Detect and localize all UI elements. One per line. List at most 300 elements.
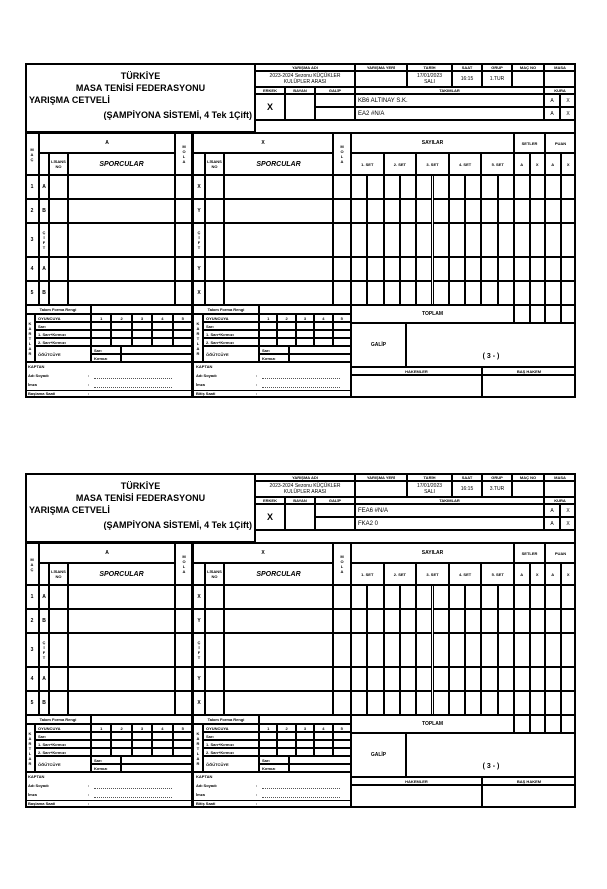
card-field-x[interactable] [333,740,351,748]
set-5-score-a[interactable] [481,585,497,609]
takim-forma-rengi-field-x[interactable] [259,715,351,724]
card-field-x[interactable] [277,338,295,346]
set-4-score-a[interactable] [449,633,465,667]
set-5-score-x[interactable] [498,609,514,633]
mola-x-field[interactable] [333,585,351,609]
lisans-no-a-field[interactable] [49,609,68,633]
set-5-score-x[interactable] [498,667,514,691]
tarih-value[interactable] [407,481,452,497]
grup-value[interactable]: 1.TUR [482,71,512,87]
card-field-x[interactable] [333,748,351,756]
set-1-score-x[interactable] [367,223,383,257]
toplam-field[interactable] [514,715,530,733]
team-1-field[interactable]: KB6 ALTINAY S.K. [355,94,544,107]
yarisma-adi-value[interactable]: 2023-2024 Sezonu KÜÇÜKLER KULÜPLER ARASI [255,71,355,87]
lisans-no-x-field[interactable] [205,667,224,691]
sporcu-a-field[interactable] [68,223,175,257]
card-field-x[interactable] [296,330,314,338]
sporcu-x-field[interactable] [224,175,333,199]
yarisma-yeri-value[interactable] [355,71,407,87]
setler-x-field[interactable] [530,281,546,305]
setler-a-field[interactable] [514,633,530,667]
set-1-score-a[interactable] [351,691,367,715]
set-5-score-x[interactable] [498,257,514,281]
card-field-x[interactable] [314,330,332,338]
lisans-no-a-field[interactable] [49,223,68,257]
puan-x-field[interactable] [561,175,577,199]
set-4-score-x[interactable] [465,609,481,633]
set-2-score-a[interactable] [384,691,400,715]
card-field-a[interactable] [173,338,193,346]
set-5-score-a[interactable] [481,257,497,281]
team-2-field[interactable]: EA2 #N/A [355,107,544,120]
set-1-score-x[interactable] [367,667,383,691]
set-2-score-a[interactable] [384,223,400,257]
mola-x-field[interactable] [333,223,351,257]
set-4-score-a[interactable] [449,199,465,223]
card-field-a[interactable] [132,338,152,346]
card-field-x[interactable] [259,732,277,740]
erkek-checkbox[interactable]: X [255,94,285,120]
setler-a-field[interactable] [514,691,530,715]
galip-box-2[interactable] [315,107,355,120]
card-field-a[interactable] [173,740,193,748]
set-1-score-a[interactable] [351,633,367,667]
set-4-score-x[interactable] [465,667,481,691]
lisans-no-a-field[interactable] [49,667,68,691]
set-2-score-a[interactable] [384,633,400,667]
lisans-no-x-field[interactable] [205,633,224,667]
hakemler-field[interactable] [351,785,482,808]
card-field-x[interactable] [333,732,351,740]
set-4-score-x[interactable] [465,223,481,257]
set-1-score-a[interactable] [351,257,367,281]
toplam-field[interactable] [530,715,546,733]
set-2-score-a[interactable] [384,175,400,199]
ogutcuye-sari-field-x[interactable] [289,346,351,354]
yarisma-adi-value[interactable]: 2023-2024 Sezonu KÜÇÜKLER KULÜPLER ARASI [255,481,355,497]
card-field-x[interactable] [259,748,277,756]
puan-x-field[interactable] [561,633,577,667]
set-4-score-x[interactable] [465,175,481,199]
lisans-no-x-field[interactable] [205,691,224,715]
setler-a-field[interactable] [514,609,530,633]
sporcu-x-field[interactable] [224,281,333,305]
sporcu-x-field[interactable] [224,199,333,223]
takim-forma-rengi-field-a[interactable] [91,715,193,724]
card-field-x[interactable] [333,338,351,346]
set-2-score-x[interactable] [400,281,416,305]
galip-box-1[interactable] [315,504,355,517]
set-1-score-x[interactable] [367,281,383,305]
lisans-no-a-field[interactable] [49,633,68,667]
set-4-score-x[interactable] [465,691,481,715]
card-field-x[interactable] [259,338,277,346]
toplam-field[interactable] [514,305,530,323]
signature-line[interactable] [94,788,172,789]
mac-no-value[interactable] [512,71,544,87]
saat-value[interactable]: 16:15 [452,71,482,87]
signature-line[interactable] [262,378,340,379]
set-1-score-a[interactable] [351,223,367,257]
card-field-x[interactable] [277,732,295,740]
set-3-score-a[interactable] [416,199,432,223]
set-5-score-x[interactable] [498,175,514,199]
puan-a-field[interactable] [545,199,561,223]
puan-a-field[interactable] [545,175,561,199]
card-field-a[interactable] [91,322,111,330]
puan-a-field[interactable] [545,257,561,281]
galip-score-field[interactable]: ( 3 - ) [406,323,576,367]
erkek-checkbox[interactable]: X [255,504,285,530]
sporcu-x-field[interactable] [224,585,333,609]
galip-score-field[interactable]: ( 3 - ) [406,733,576,777]
galip-box-2[interactable] [315,517,355,530]
card-field-x[interactable] [296,732,314,740]
kura-a-1[interactable]: A [544,94,560,107]
setler-a-field[interactable] [514,175,530,199]
setler-x-field[interactable] [530,175,546,199]
setler-x-field[interactable] [530,223,546,257]
tarih-value[interactable] [407,71,452,87]
set-4-score-a[interactable] [449,281,465,305]
set-4-score-x[interactable] [465,199,481,223]
set-3-score-x[interactable] [433,199,449,223]
card-field-a[interactable] [111,732,131,740]
set-2-score-x[interactable] [400,223,416,257]
set-5-score-x[interactable] [498,691,514,715]
puan-a-field[interactable] [545,609,561,633]
card-field-x[interactable] [259,322,277,330]
set-1-score-a[interactable] [351,667,367,691]
puan-x-field[interactable] [561,199,577,223]
card-field-a[interactable] [91,740,111,748]
set-5-score-x[interactable] [498,223,514,257]
kura-x-1[interactable]: X [560,504,576,517]
set-3-score-x[interactable] [433,281,449,305]
puan-a-field[interactable] [545,633,561,667]
set-4-score-a[interactable] [449,667,465,691]
sporcu-x-field[interactable] [224,257,333,281]
card-field-x[interactable] [277,330,295,338]
set-5-score-a[interactable] [481,691,497,715]
grup-value[interactable]: 3.TUR [482,481,512,497]
card-field-a[interactable] [111,322,131,330]
set-2-score-x[interactable] [400,585,416,609]
set-1-score-a[interactable] [351,585,367,609]
sporcu-x-field[interactable] [224,667,333,691]
set-2-score-x[interactable] [400,199,416,223]
setler-a-field[interactable] [514,281,530,305]
set-2-score-x[interactable] [400,175,416,199]
mac-no-value[interactable] [512,481,544,497]
set-5-score-a[interactable] [481,609,497,633]
signature-line[interactable] [262,387,340,388]
set-1-score-a[interactable] [351,281,367,305]
sporcu-x-field[interactable] [224,609,333,633]
mola-x-field[interactable] [333,199,351,223]
set-4-score-a[interactable] [449,175,465,199]
setler-a-field[interactable] [514,257,530,281]
sporcu-a-field[interactable] [68,175,175,199]
set-1-score-x[interactable] [367,175,383,199]
hakemler-field[interactable] [351,375,482,398]
lisans-no-x-field[interactable] [205,609,224,633]
setler-x-field[interactable] [530,633,546,667]
lisans-no-x-field[interactable] [205,257,224,281]
set-1-score-x[interactable] [367,691,383,715]
set-3-score-x[interactable] [433,667,449,691]
toplam-field[interactable] [530,305,546,323]
card-field-a[interactable] [152,748,172,756]
lisans-no-a-field[interactable] [49,175,68,199]
set-1-score-a[interactable] [351,199,367,223]
set-3-score-a[interactable] [416,223,432,257]
kura-x-1[interactable]: X [560,94,576,107]
set-5-score-x[interactable] [498,585,514,609]
sporcu-x-field[interactable] [224,633,333,667]
card-field-a[interactable] [152,322,172,330]
puan-a-field[interactable] [545,223,561,257]
lisans-no-x-field[interactable] [205,585,224,609]
set-4-score-a[interactable] [449,691,465,715]
set-3-score-a[interactable] [416,633,432,667]
card-field-x[interactable] [296,748,314,756]
team-2-field[interactable]: FKA2 0 [355,517,544,530]
set-5-score-x[interactable] [498,633,514,667]
card-field-x[interactable] [314,732,332,740]
masa-value[interactable] [544,71,576,87]
card-field-x[interactable] [314,748,332,756]
takim-forma-rengi-field-x[interactable] [259,305,351,314]
set-4-score-x[interactable] [465,281,481,305]
card-field-a[interactable] [152,338,172,346]
lisans-no-a-field[interactable] [49,585,68,609]
set-5-score-x[interactable] [498,199,514,223]
takim-forma-rengi-field-a[interactable] [91,305,193,314]
set-5-score-a[interactable] [481,633,497,667]
team-1-field[interactable]: FEA6 #N/A [355,504,544,517]
set-1-score-x[interactable] [367,633,383,667]
setler-x-field[interactable] [530,691,546,715]
card-field-x[interactable] [314,322,332,330]
puan-a-field[interactable] [545,667,561,691]
toplam-field[interactable] [561,305,577,323]
yarisma-yeri-value[interactable] [355,481,407,497]
card-field-x[interactable] [296,740,314,748]
mola-x-field[interactable] [333,633,351,667]
set-2-score-x[interactable] [400,691,416,715]
card-field-a[interactable] [111,330,131,338]
card-field-a[interactable] [132,322,152,330]
lisans-no-a-field[interactable] [49,199,68,223]
kura-a-2[interactable]: A [544,107,560,120]
galip-box-1[interactable] [315,94,355,107]
lisans-no-a-field[interactable] [49,257,68,281]
set-5-score-a[interactable] [481,175,497,199]
kura-x-2[interactable]: X [560,517,576,530]
lisans-no-x-field[interactable] [205,281,224,305]
set-5-score-a[interactable] [481,667,497,691]
card-field-x[interactable] [296,338,314,346]
card-field-a[interactable] [132,732,152,740]
set-2-score-x[interactable] [400,667,416,691]
set-3-score-x[interactable] [433,609,449,633]
sporcu-a-field[interactable] [68,667,175,691]
set-1-score-x[interactable] [367,257,383,281]
set-1-score-a[interactable] [351,175,367,199]
set-2-score-a[interactable] [384,199,400,223]
sporcu-a-field[interactable] [68,257,175,281]
set-2-score-a[interactable] [384,281,400,305]
set-3-score-a[interactable] [416,609,432,633]
signature-line[interactable] [262,788,340,789]
lisans-no-x-field[interactable] [205,223,224,257]
set-3-score-a[interactable] [416,667,432,691]
set-4-score-a[interactable] [449,609,465,633]
set-4-score-x[interactable] [465,257,481,281]
set-2-score-a[interactable] [384,257,400,281]
signature-line[interactable] [94,387,172,388]
card-field-a[interactable] [111,748,131,756]
masa-value[interactable] [544,481,576,497]
card-field-x[interactable] [314,338,332,346]
card-field-x[interactable] [277,740,295,748]
puan-x-field[interactable] [561,223,577,257]
mola-x-field[interactable] [333,667,351,691]
bas-hakem-field[interactable] [482,785,576,808]
bayan-checkbox[interactable] [285,504,315,530]
setler-a-field[interactable] [514,223,530,257]
set-1-score-x[interactable] [367,585,383,609]
kura-a-1[interactable]: A [544,504,560,517]
bayan-checkbox[interactable] [285,94,315,120]
card-field-a[interactable] [173,748,193,756]
toplam-field[interactable] [561,715,577,733]
set-2-score-x[interactable] [400,609,416,633]
card-field-x[interactable] [259,330,277,338]
mola-x-field[interactable] [333,281,351,305]
toplam-field[interactable] [545,715,561,733]
card-field-a[interactable] [173,732,193,740]
setler-a-field[interactable] [514,199,530,223]
set-3-score-x[interactable] [433,633,449,667]
lisans-no-x-field[interactable] [205,175,224,199]
setler-a-field[interactable] [514,667,530,691]
set-1-score-x[interactable] [367,199,383,223]
kura-a-2[interactable]: A [544,517,560,530]
set-1-score-x[interactable] [367,609,383,633]
ogutcuye-sari-field-a[interactable] [121,346,193,354]
card-field-a[interactable] [152,330,172,338]
set-4-score-a[interactable] [449,585,465,609]
card-field-a[interactable] [132,330,152,338]
set-3-score-x[interactable] [433,257,449,281]
signature-line[interactable] [94,797,172,798]
card-field-a[interactable] [132,740,152,748]
set-3-score-a[interactable] [416,691,432,715]
sporcu-x-field[interactable] [224,691,333,715]
bas-hakem-field[interactable] [482,375,576,398]
setler-x-field[interactable] [530,585,546,609]
set-3-score-a[interactable] [416,281,432,305]
ogutcuye-sari-field-x[interactable] [289,756,351,764]
puan-a-field[interactable] [545,585,561,609]
sporcu-a-field[interactable] [68,691,175,715]
set-1-score-a[interactable] [351,609,367,633]
set-4-score-a[interactable] [449,257,465,281]
card-field-x[interactable] [296,322,314,330]
set-3-score-x[interactable] [433,585,449,609]
set-2-score-x[interactable] [400,257,416,281]
lisans-no-a-field[interactable] [49,691,68,715]
card-field-x[interactable] [277,322,295,330]
card-field-a[interactable] [152,732,172,740]
sporcu-a-field[interactable] [68,633,175,667]
card-field-a[interactable] [132,748,152,756]
set-5-score-a[interactable] [481,223,497,257]
sporcu-a-field[interactable] [68,609,175,633]
card-field-x[interactable] [333,330,351,338]
card-field-a[interactable] [111,338,131,346]
sporcu-a-field[interactable] [68,199,175,223]
ogutcuye-sari-field-a[interactable] [121,756,193,764]
set-5-score-x[interactable] [498,281,514,305]
set-3-score-x[interactable] [433,691,449,715]
set-5-score-a[interactable] [481,281,497,305]
card-field-a[interactable] [173,330,193,338]
mola-x-field[interactable] [333,257,351,281]
lisans-no-a-field[interactable] [49,281,68,305]
signature-line[interactable] [94,378,172,379]
set-4-score-x[interactable] [465,585,481,609]
mola-x-field[interactable] [333,175,351,199]
card-field-a[interactable] [91,338,111,346]
set-4-score-x[interactable] [465,633,481,667]
puan-a-field[interactable] [545,691,561,715]
set-3-score-x[interactable] [433,223,449,257]
sporcu-x-field[interactable] [224,223,333,257]
setler-x-field[interactable] [530,609,546,633]
setler-a-field[interactable] [514,585,530,609]
setler-x-field[interactable] [530,667,546,691]
card-field-a[interactable] [111,740,131,748]
puan-a-field[interactable] [545,281,561,305]
card-field-x[interactable] [333,322,351,330]
signature-line[interactable] [262,797,340,798]
set-2-score-a[interactable] [384,667,400,691]
puan-x-field[interactable] [561,281,577,305]
card-field-a[interactable] [91,748,111,756]
set-3-score-a[interactable] [416,257,432,281]
card-field-x[interactable] [259,740,277,748]
set-5-score-a[interactable] [481,199,497,223]
puan-x-field[interactable] [561,609,577,633]
sporcu-a-field[interactable] [68,585,175,609]
mola-x-field[interactable] [333,609,351,633]
mola-x-field[interactable] [333,691,351,715]
set-4-score-a[interactable] [449,223,465,257]
card-field-a[interactable] [173,322,193,330]
card-field-x[interactable] [314,740,332,748]
set-2-score-a[interactable] [384,609,400,633]
card-field-x[interactable] [277,748,295,756]
set-3-score-a[interactable] [416,175,432,199]
saat-value[interactable]: 16:15 [452,481,482,497]
lisans-no-x-field[interactable] [205,199,224,223]
set-2-score-x[interactable] [400,633,416,667]
set-2-score-a[interactable] [384,585,400,609]
